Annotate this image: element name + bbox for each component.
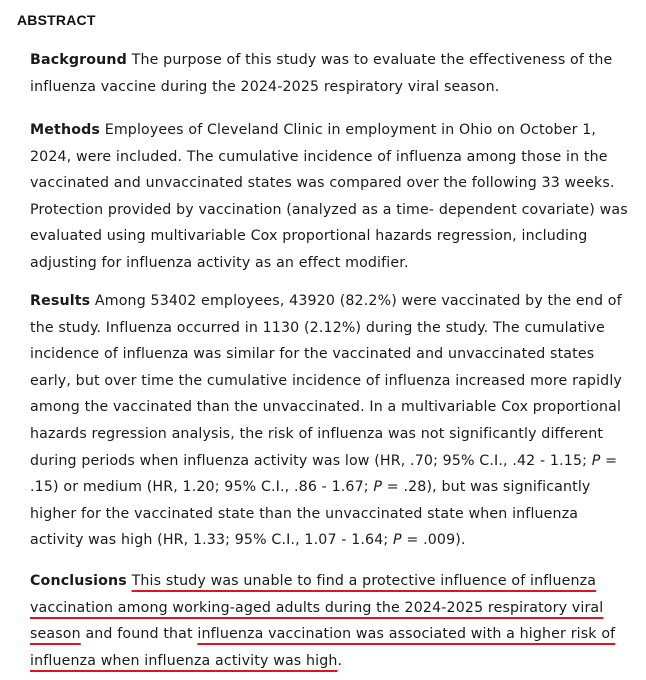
methods-paragraph — [30, 117, 636, 277]
conclusion-middle-text: and found that — [80, 626, 198, 643]
results-text-4: = .009). — [401, 532, 466, 549]
results-label: Results — [30, 293, 91, 309]
conclusion-highlight-1: This study was unable to find a protective influence of influenza vaccination among working-aged adults during the 2024-2025 respiratory viral season — [30, 573, 604, 643]
background-label: Background — [30, 52, 127, 68]
p-symbol: P — [393, 532, 402, 549]
results-text-2: = .15) or medium (HR, 1.20; 95% C.I., .86 - 1.67; — [30, 452, 618, 496]
conclusions-label: Conclusions — [30, 573, 127, 589]
background-paragraph — [30, 47, 636, 100]
conclusions-paragraph — [30, 568, 636, 674]
conclusion-end: . — [337, 652, 343, 669]
results-text-3: = .28), but was significantly higher for the vaccinated state than the unvaccinated state when influenza activity was high (HR, 1.33; 95% C.I., 1.07 - 1.64; — [30, 479, 591, 549]
p-symbol: P — [591, 452, 601, 469]
methods-text: Employees of Cleveland Clinic in employment in Ohio on October 1, 2024, were included. The cumulative incidence of influenza among those in the vaccinated and unvaccinated states was compared over the following 33 weeks. Protection provided by vaccination (analyzed as a time- dependent covariate) was evaluated using multivariable Cox proportional hazards regression, including adjusting for influenza activity as an effect modifier. — [30, 122, 628, 271]
p-symbol: P — [373, 479, 383, 496]
results-text-1: Among 53402 employees, 43920 (82.2%) were vaccinated by the end of the study. Influenza occurred in 1130 (2.12%) during the study. The cumulative incidence of influenza was similar for the vaccinated and unvaccinated states early, but over time the cumulative incidence of influenza increased more rapidly among the vaccinated than the unvaccinated. In a multivariable Cox proportional hazards regression analysis, the risk of influenza was not significantly different during periods when influenza activity was low (HR, .70; 95% C.I., .42 - 1.15; — [30, 293, 622, 469]
methods-label: Methods — [30, 122, 101, 138]
conclusion-highlight-2: influenza vaccination was associated with a higher risk of influenza when influenza activity was high — [30, 626, 616, 669]
results-paragraph — [30, 288, 636, 554]
background-text: The purpose of this study was to evaluate the effectiveness of the influenza vaccine during the 2024-2025 respiratory viral season. — [30, 52, 613, 95]
abstract-heading: ABSTRACT — [17, 12, 96, 28]
